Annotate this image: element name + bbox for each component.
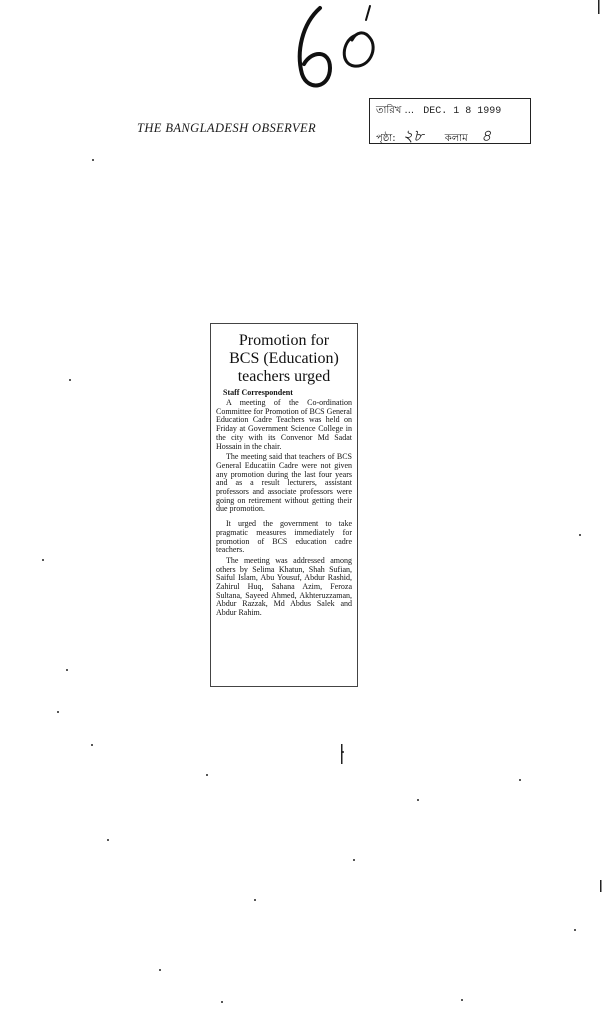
stamp-page-label: পৃষ্ঠা:: [376, 133, 396, 144]
headline-line: Promotion for: [238, 332, 330, 349]
article-paragraph: The meeting said that teachers of BCS General Educatiin Cadre were not given any promotion during the last four years and as a result lecturers, assistant professors and associate professors were going on retirement without getting their due promotion.: [216, 452, 352, 514]
article-paragraph: It urged the government to take pragmatic measures immediately for promotion of BCS education cadre teachers.: [216, 519, 352, 555]
stamp-page-value: ২৮: [402, 126, 424, 145]
headline-line: teachers urged: [237, 368, 331, 385]
headline-line: BCS (Education): [229, 350, 339, 367]
stamp-date-label: তারিখ ...: [376, 105, 415, 116]
article-paragraph: The meeting was addressed among others by Selima Khatun, Shah Sufian, Saiful Islam, Abu Yousuf, Abdur Rashid, Zahirul Huq, Sahana Azim, Feroza Sultana, Sayeed Ahmed, Akhteruzzaman, Abdur Razzak, Md Abdus Salek and Abdur Rahim.: [216, 555, 352, 618]
stamp-column-value: ৪: [480, 126, 492, 145]
stamp-column-label: কলাম: [444, 133, 468, 144]
stamp-date-value: DEC. 1 8 1999: [423, 106, 502, 117]
article-paragraph: A meeting of the Co-ordination Committee for Promotion of BCS General Education Cadre Teachers was held on Friday at Government Science College in the city with its Convenor Md Sadat Hossain in the chair.: [216, 398, 352, 451]
newspaper-masthead: THE BANGLADESH OBSERVER: [137, 121, 317, 135]
article-byline: Staff Correspondent: [223, 388, 293, 397]
